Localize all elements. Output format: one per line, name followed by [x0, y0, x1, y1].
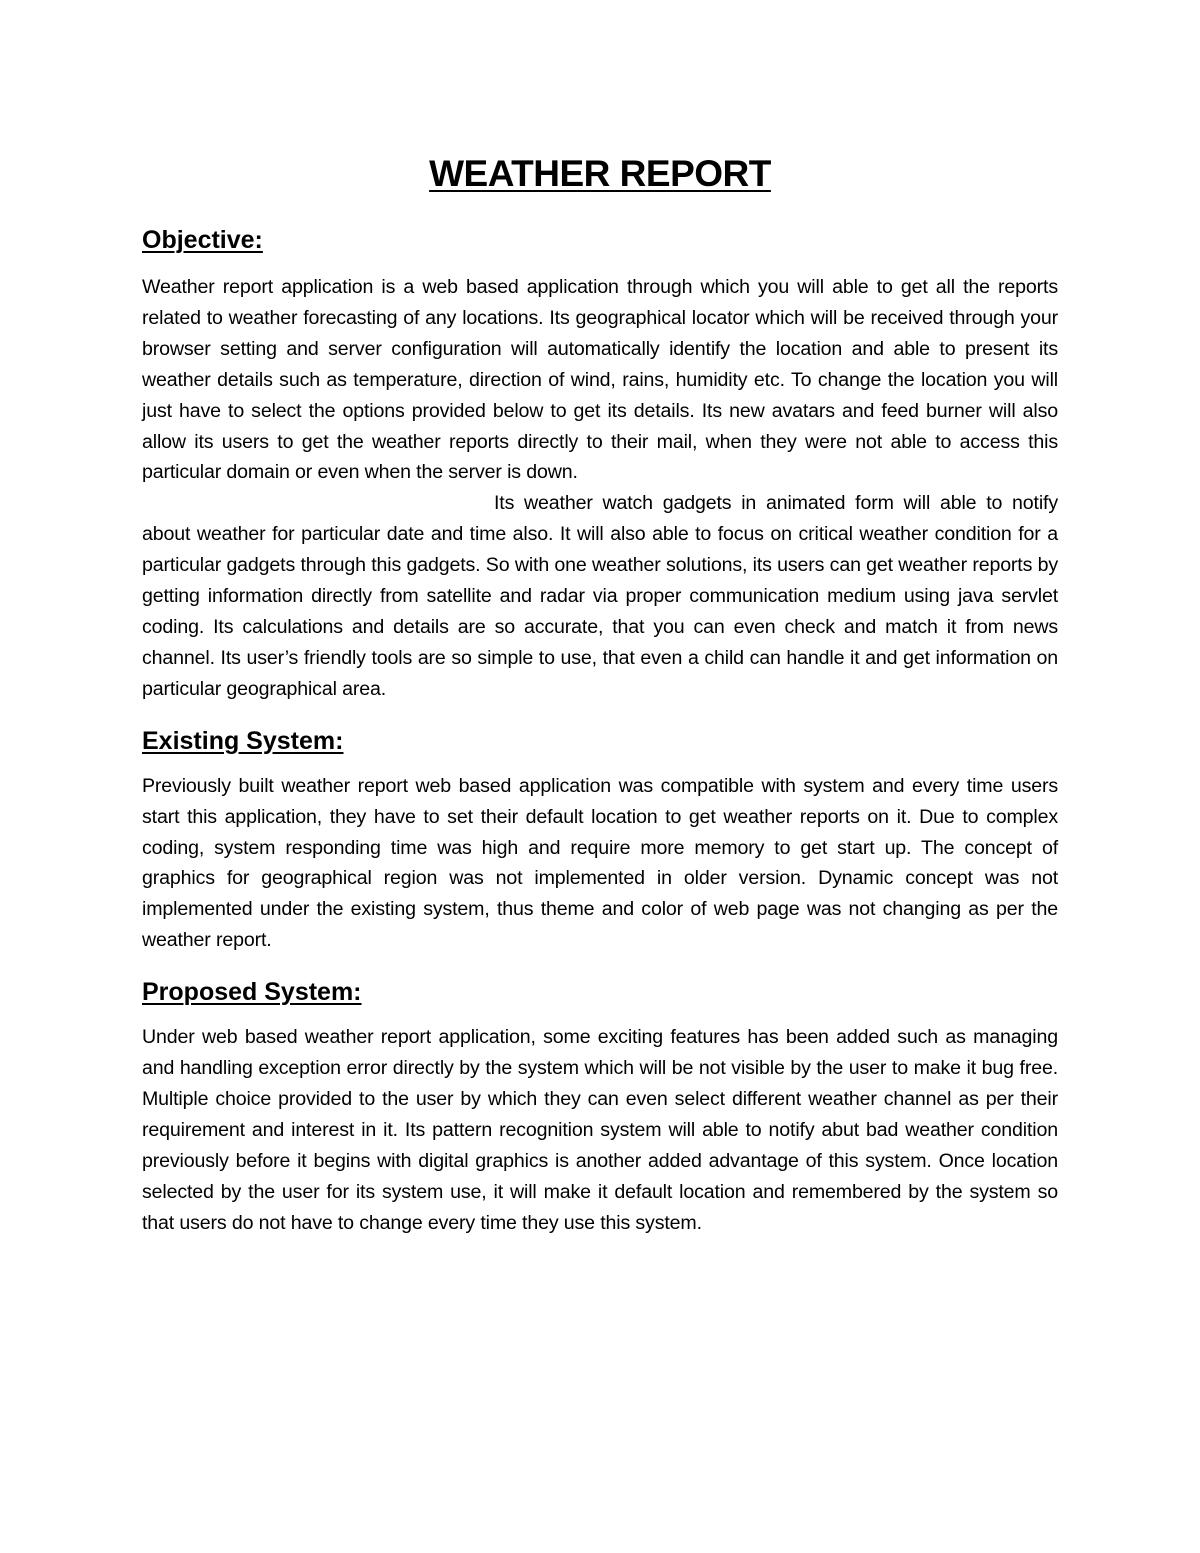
- section-heading-objective: Objective:: [142, 226, 263, 254]
- objective-paragraph-2: Its weather watch gadgets in animated form will able to notify about weather for particular date and time also. It will also able to focus on critical weather condition for a particular gadgets through this gadgets. So with one weather solutions, its users can get weather reports by getting information directly from satellite and radar via proper communication medium using java servlet coding. Its calculations and details are so accurate, that you can even check and match it from news channel. Its user’s friendly tools are so simple to use, that even a child can handle it and get information on particular geographical area.: [142, 492, 1058, 700]
- existing-system-paragraph: Previously built weather report web based application was compatible with system and every time users start this application, they have to set their default location to get weather reports on it. Due to complex coding, system responding time was high and require more memory to get start up. The concept of graphics for geographical region was not implemented in older version. Dynamic concept was not implemented under the existing system, thus theme and color of web page was not changing as per the weather report.: [142, 774, 1058, 952]
- section-heading-existing-system: Existing System:: [142, 726, 344, 755]
- objective-paragraph-1: Weather report application is a web based application through which you will able to get all the reports related to weather forecasting of any locations. Its geographical locator which will be received through your browser setting and server configuration will automatically identify the location and able to present its weather details such as temperature, direction of wind, rains, humidity etc. To change the location you will just have to select the options provided below to get its details. Its new avatars and feed burner will also allow its users to get the weather reports directly to their mail, when they were not able to access this particular domain or even when the server is down.: [142, 276, 1058, 484]
- proposed-system-paragraph: Under web based weather report application, some exciting features has been added such as managing and handling exception error directly by the system which will be not visible by the user to make it bug free. Multiple choice provided to the user by which they can even select different weather channel as per their requirement and interest in it. Its pattern recognition system will able to notify abut bad weather condition previously before it begins with digital graphics is another added advantage of this system. Once location selected by the user for its system use, it will make it default location and remembered by the system so that users do not have to change every time they use this system.: [142, 1026, 1058, 1234]
- document-title: WEATHER REPORT: [429, 153, 771, 194]
- section-heading-proposed-system: Proposed System:: [142, 978, 362, 1007]
- document-body: [142, 148, 1058, 1238]
